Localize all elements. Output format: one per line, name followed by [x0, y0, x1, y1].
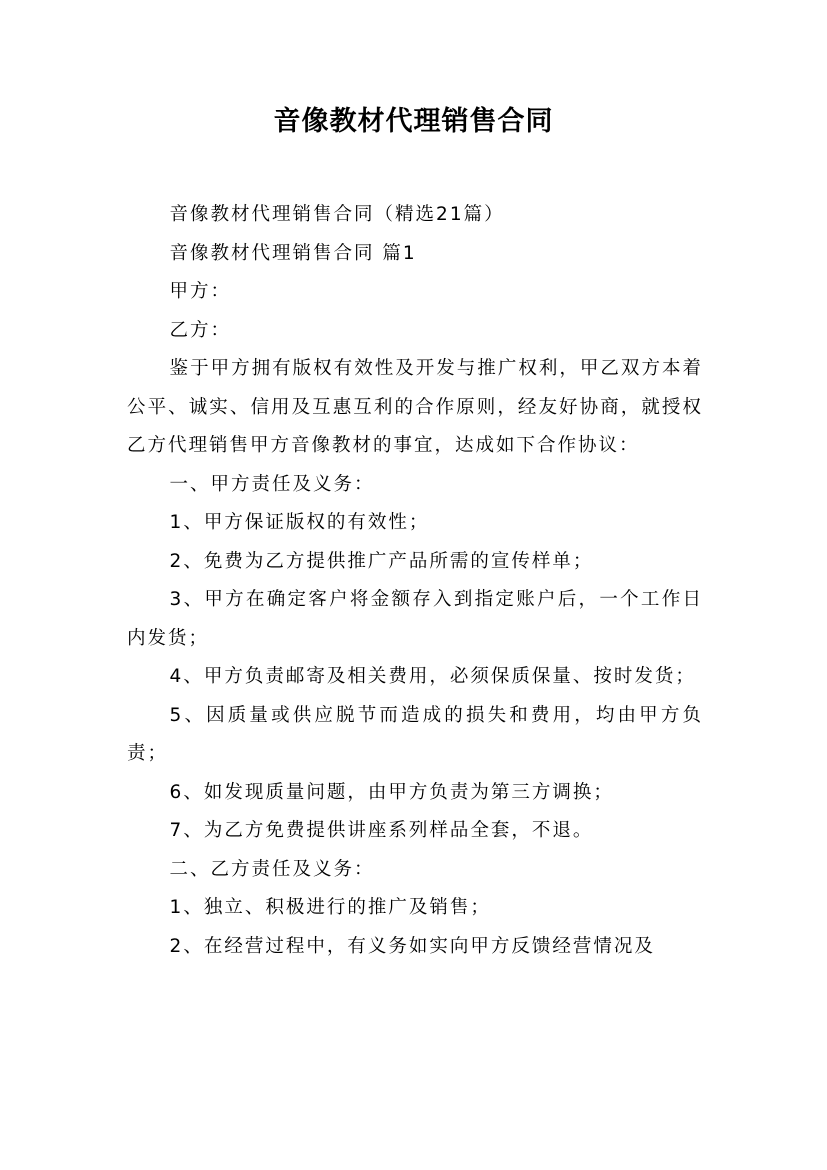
paragraph-subtitle: 音像教材代理销售合同（精选21篇） [169, 204, 505, 225]
paragraph-b-clause-1: 1、独立、积极进行的推广及销售； [169, 897, 491, 918]
paragraph-a-clause-6: 6、如发现质量问题，由甲方负责为第三方调换； [169, 781, 614, 803]
paragraph-b-clause-2: 2、在经营过程中，有义务如实向甲方反馈经营情况及 [169, 935, 655, 957]
document-title: 音像教材代理销售合同 [273, 106, 554, 137]
paragraph-preamble: 鉴于甲方拥有版权有效性及开发与推广权利，甲乙双方本着公平、诚实、信用及互惠互利的合作原则，经友好协商，就授权乙方代理销售甲方音像教材的事宜，达成如下合作协议： [127, 358, 703, 456]
paragraph-a-clause-1: 1、甲方保证版权的有效性； [169, 512, 430, 533]
paragraph-party-b: 乙方： [169, 319, 232, 341]
paragraph-section-heading: 音像教材代理销售合同 篇1 [169, 242, 417, 264]
document-body [127, 196, 703, 966]
paragraph-a-clause-7: 7、为乙方免费提供讲座系列样品全套，不退。 [169, 820, 594, 841]
paragraph-a-clause-5: 5、因质量或供应脱节而造成的损失和费用，均由甲方负责； [127, 704, 703, 764]
paragraph-party-a: 甲方： [169, 281, 232, 302]
paragraph-a-clause-4: 4、甲方负责邮寄及相关费用，必须保质保量、按时发货； [169, 666, 696, 687]
paragraph-a-clause-3: 3、甲方在确定客户将金额存入到指定账户后，一个工作日内发货； [127, 589, 703, 649]
paragraph-a-clause-2: 2、免费为乙方提供推广产品所需的宣传样单； [169, 550, 594, 572]
paragraph-party-a-duties-heading: 一、甲方责任及义务： [169, 473, 375, 495]
paragraph-party-b-duties-heading: 二、乙方责任及义务： [169, 858, 375, 880]
